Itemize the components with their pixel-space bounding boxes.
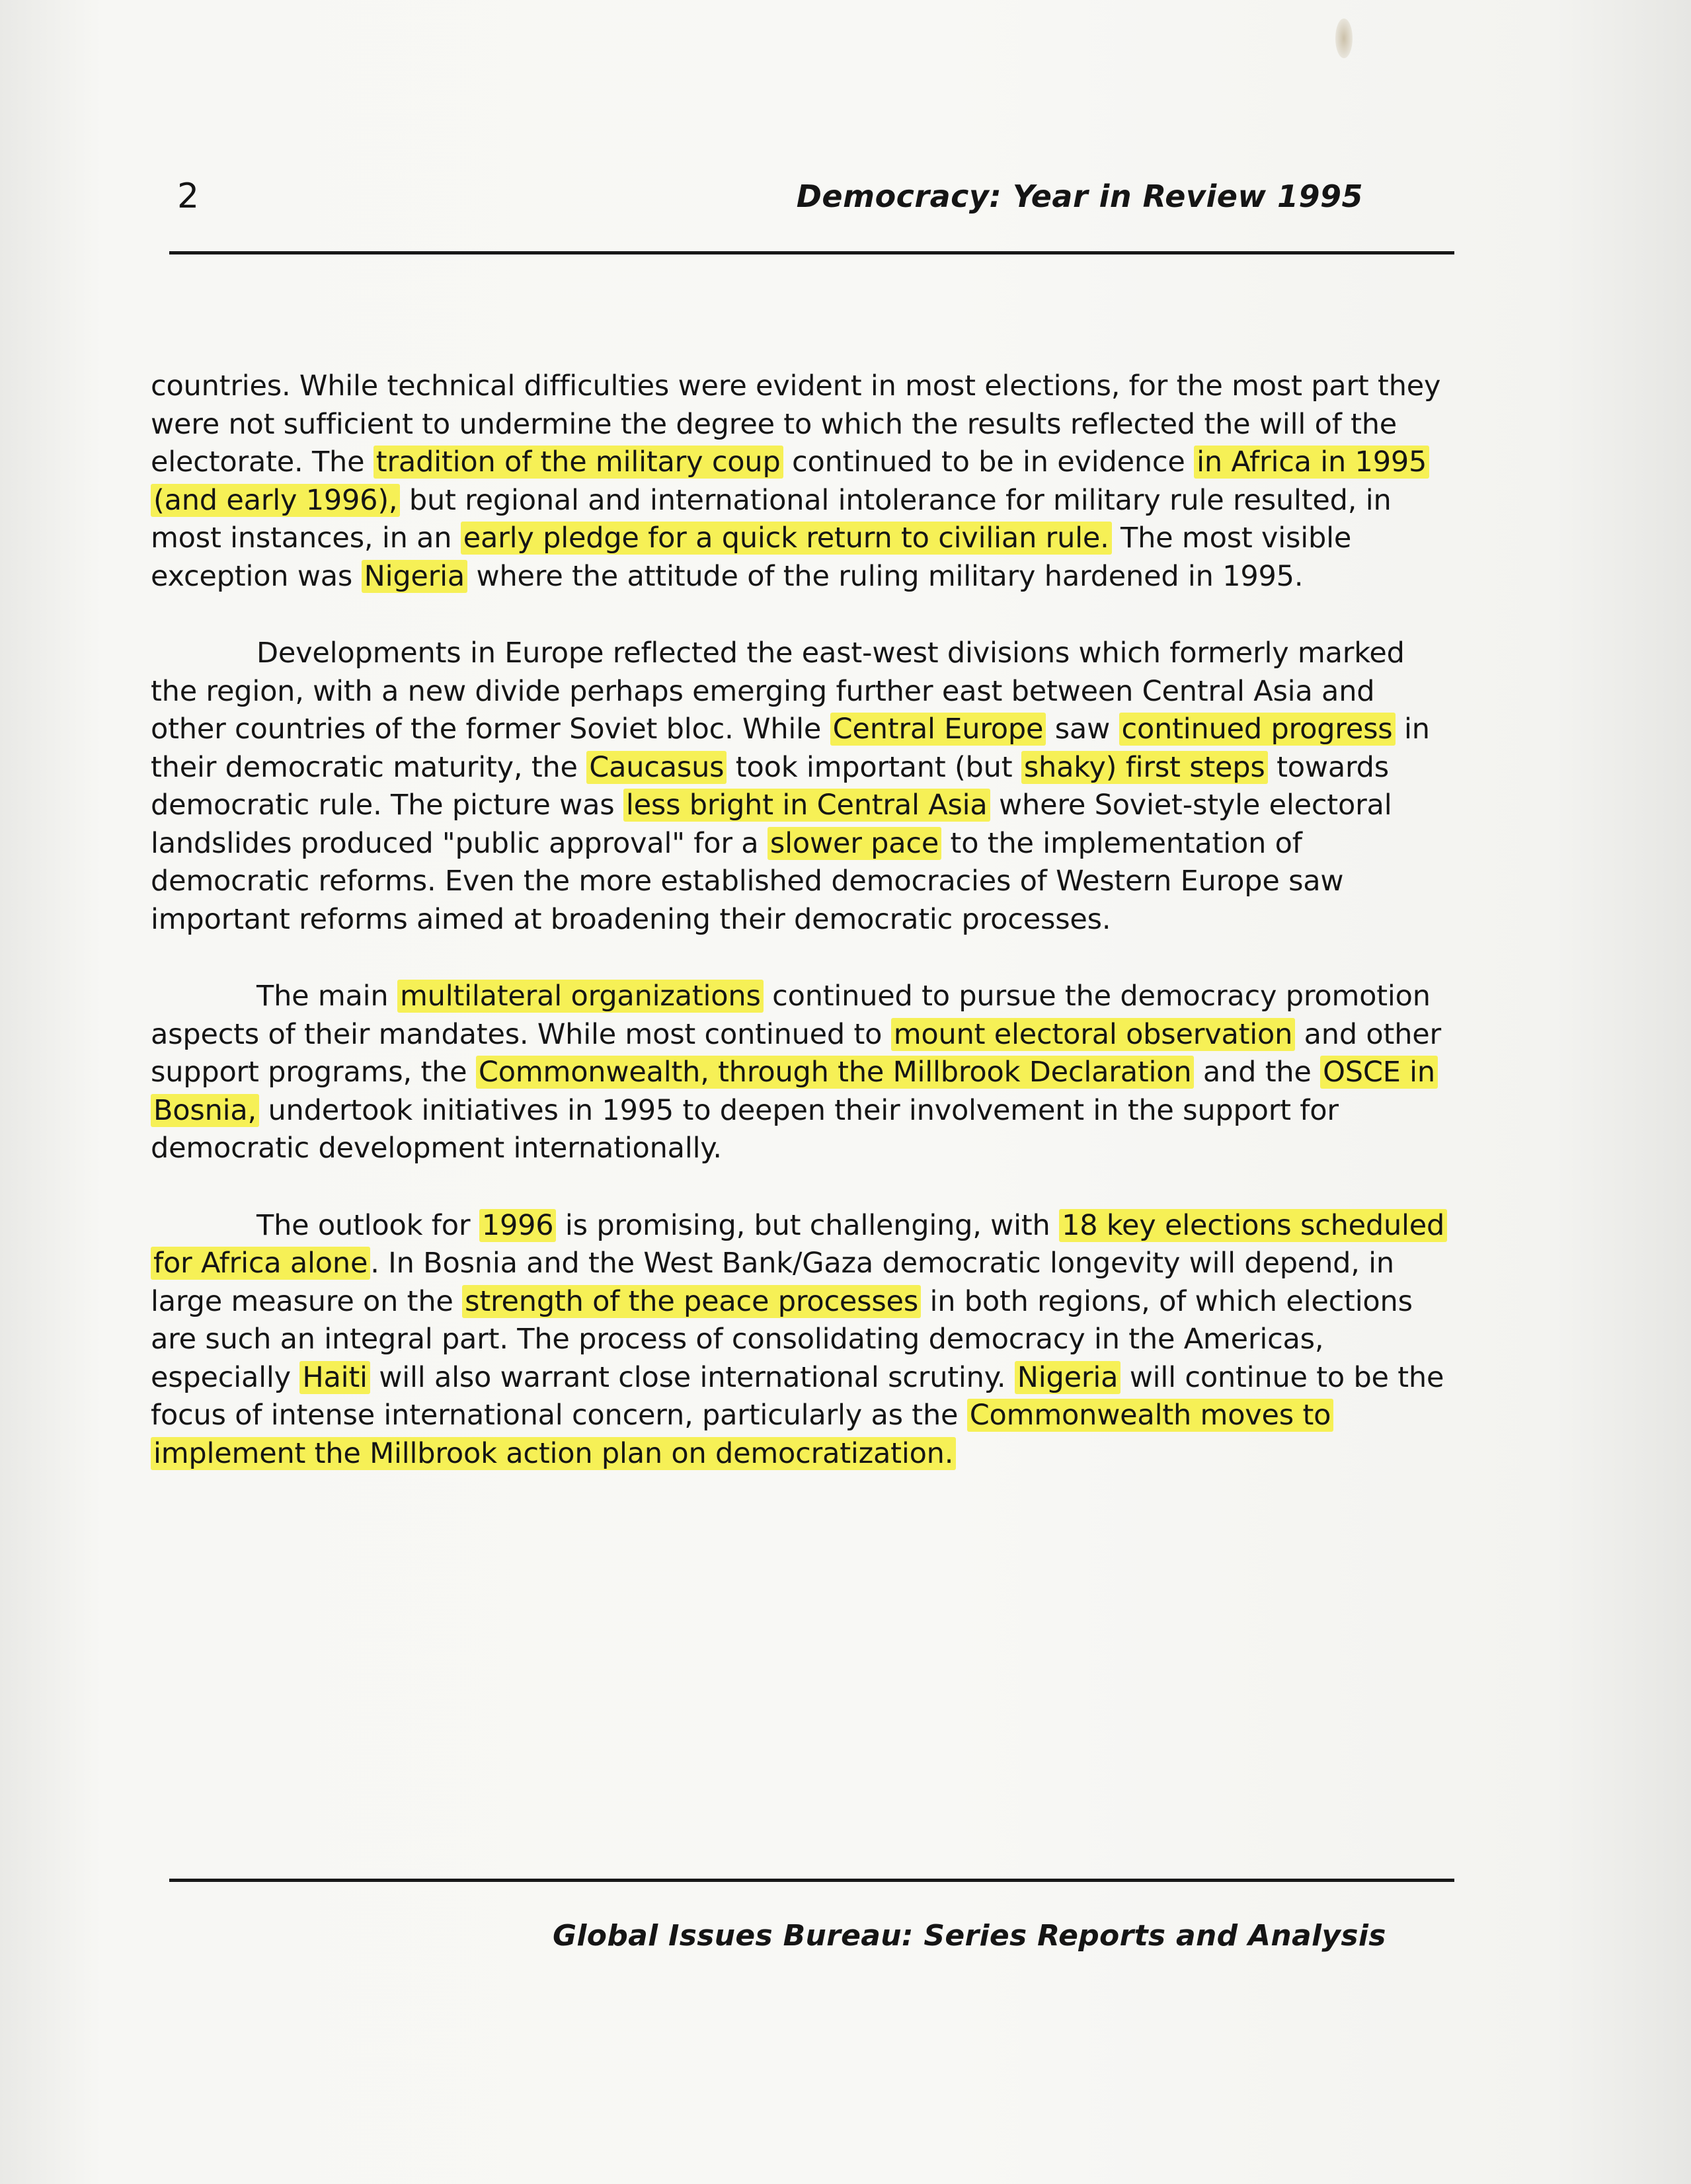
highlighted-text: Nigeria bbox=[362, 560, 467, 593]
highlighted-text: tradition of the military coup bbox=[374, 446, 783, 479]
text-run: will also warrant close international scrutiny. bbox=[370, 1360, 1015, 1394]
paper-smudge bbox=[1335, 19, 1353, 58]
running-title: Democracy: Year in Review 1995 bbox=[796, 178, 1363, 214]
highlighted-text: Caucasus bbox=[586, 751, 727, 784]
highlighted-text: 1996 bbox=[479, 1209, 557, 1242]
text-run: took important (but bbox=[727, 750, 1021, 784]
page-number: 2 bbox=[177, 176, 200, 216]
highlighted-text: Haiti bbox=[299, 1361, 370, 1394]
highlighted-text: early pledge for a quick return to civilian rule. bbox=[461, 522, 1112, 555]
text-run: to the implementation of democratic reforms. Even the more established democracies of Western Europe saw important reforms aimed at broadening their democratic processes. bbox=[151, 826, 1344, 936]
body-text bbox=[151, 368, 1454, 1512]
text-run: in their democratic maturity, the bbox=[151, 713, 1430, 784]
text-run: continued to pursue the democracy promotion aspects of their mandates. While most continued to bbox=[151, 980, 1431, 1051]
paragraph bbox=[151, 978, 1454, 1168]
text-run: where the attitude of the ruling military hardened in 1995. bbox=[467, 559, 1304, 593]
text-run: in both regions, of which elections are such an integral part. The process of consolidating democracy in the Americas, especially bbox=[151, 1284, 1413, 1394]
footer-rule bbox=[169, 1879, 1454, 1882]
highlighted-text: slower pace bbox=[767, 827, 941, 860]
highlighted-text: continued progress bbox=[1119, 713, 1396, 746]
paragraph bbox=[151, 635, 1454, 939]
highlighted-text: Commonwealth, through the Millbrook Declaration bbox=[476, 1056, 1195, 1089]
text-run: undertook initiatives in 1995 to deepen their involvement in the support for democratic development internationally. bbox=[151, 1093, 1339, 1165]
highlighted-text: multilateral organizations bbox=[397, 980, 764, 1013]
text-run: where Soviet-style electoral landslides produced "public approval" for a bbox=[151, 789, 1392, 860]
highlighted-text: 18 key elections scheduled for Africa alone bbox=[151, 1209, 1447, 1280]
text-run: is promising, but challenging, with bbox=[556, 1208, 1060, 1242]
text-run: and the bbox=[1194, 1056, 1321, 1089]
text-run: Developments in Europe reflected the east-west divisions which formerly marked the region, with a new divide perhaps emerging further east between Central Asia and other countries of the former Soviet bloc. While bbox=[151, 637, 1405, 746]
text-run: The outlook for bbox=[256, 1208, 479, 1242]
text-run: towards democratic rule. The picture was bbox=[151, 750, 1389, 822]
highlighted-text: Central Europe bbox=[830, 713, 1046, 746]
highlighted-text: shaky) first steps bbox=[1021, 751, 1268, 784]
highlighted-text: less bright in Central Asia bbox=[623, 789, 990, 822]
text-run: . In Bosnia and the West Bank/Gaza democratic longevity will depend, in large measure on the bbox=[151, 1247, 1394, 1318]
text-run: but regional and international intolerance for military rule resulted, in most instances, in an bbox=[151, 483, 1392, 555]
paragraph bbox=[151, 1207, 1454, 1473]
text-run: continued to be in evidence bbox=[783, 446, 1195, 479]
footer-title: Global Issues Bureau: Series Reports and Analysis bbox=[553, 1919, 1386, 1953]
highlighted-text: strength of the peace processes bbox=[462, 1285, 921, 1318]
text-run: and other support programs, the bbox=[151, 1017, 1441, 1089]
highlighted-text: mount electoral observation bbox=[891, 1018, 1295, 1051]
highlighted-text: Nigeria bbox=[1015, 1361, 1121, 1394]
text-run: will continue to be the focus of intense international concern, particularly as the bbox=[151, 1360, 1444, 1432]
highlighted-text: OSCE in Bosnia, bbox=[151, 1056, 1438, 1127]
highlighted-text: in Africa in 1995 (and early 1996), bbox=[151, 446, 1429, 517]
text-run: countries. While technical difficulties were evident in most elections, for the most part they were not sufficient to undermine the degree to which the results reflected the will of the electorate. The bbox=[151, 370, 1441, 479]
text-run: The main bbox=[256, 980, 397, 1013]
highlighted-text: Commonwealth moves to implement the Millbrook action plan on democratization. bbox=[151, 1399, 1333, 1470]
text-run: The most visible exception was bbox=[151, 522, 1352, 593]
paragraph bbox=[151, 368, 1454, 596]
header-rule bbox=[169, 251, 1454, 254]
text-run: saw bbox=[1046, 713, 1119, 746]
